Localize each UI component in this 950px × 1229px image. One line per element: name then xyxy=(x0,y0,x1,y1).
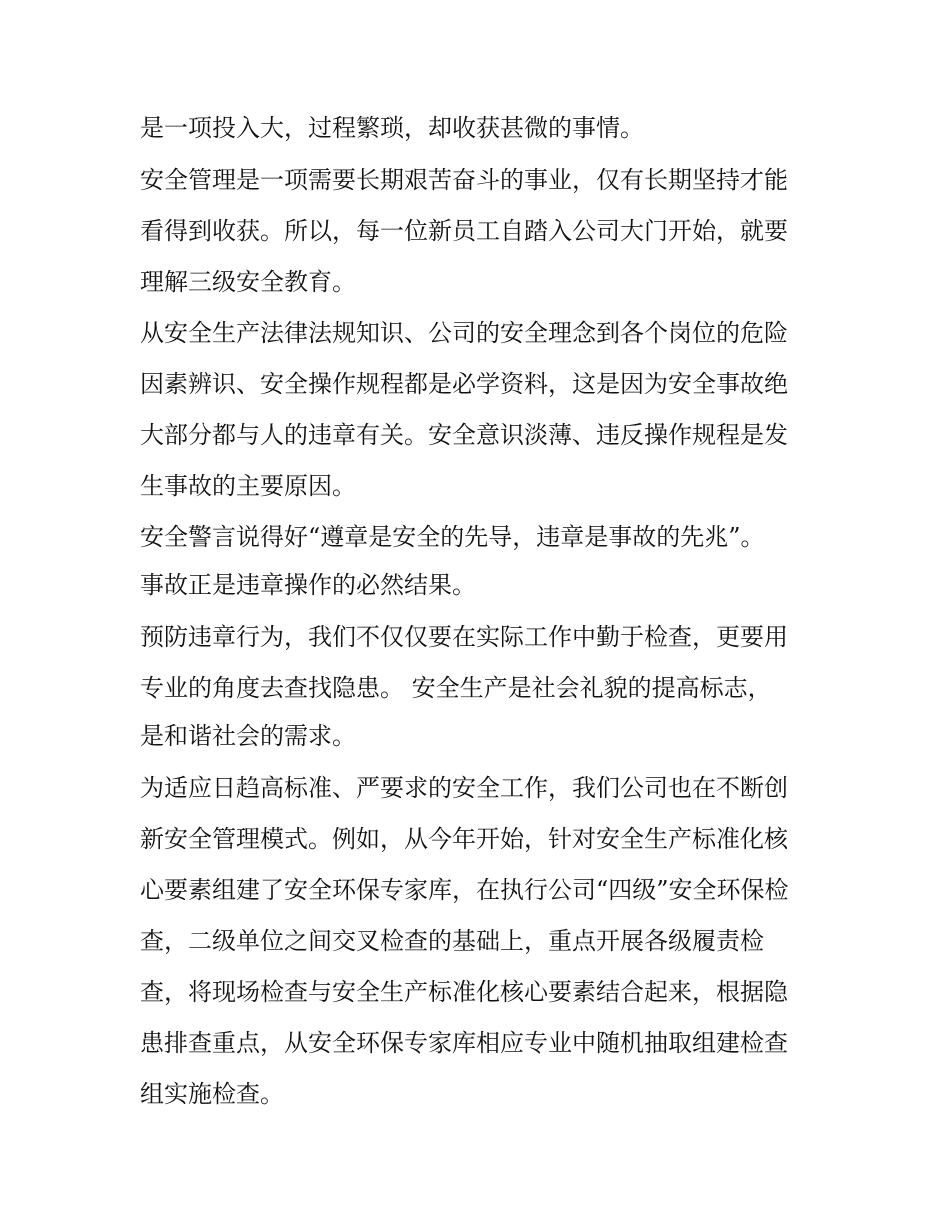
text-line: 从安全生产法律法规知识、公司的安全理念到各个岗位的危险 xyxy=(140,319,788,347)
text-line: 事故正是违章操作的必然结果。 xyxy=(140,571,476,599)
text-line: 查，二级单位之间交叉检查的基础上，重点开展各级履责检 xyxy=(140,927,764,955)
text-line: 生事故的主要原因。 xyxy=(140,472,356,500)
text-line: 安全管理是一项需要长期艰苦奋斗的事业，仅有长期坚持才能 xyxy=(140,166,788,194)
text-line: 看得到收获。所以，每一位新员工自踏入公司大门开始，就要 xyxy=(140,217,788,245)
text-line: 组实施检查。 xyxy=(140,1080,284,1108)
text-line: 安全警言说得好“遵章是安全的先导，违章是事故的先兆”。 xyxy=(140,523,765,551)
text-line: 是和谐社会的需求。 xyxy=(140,722,356,750)
text-line: 因素辨识、安全操作规程都是必学资料，这是因为安全事故绝 xyxy=(140,370,788,398)
text-line: 预防违章行为，我们不仅仅要在实际工作中勤于检查，更要用 xyxy=(140,623,788,651)
text-line: 查，将现场检查与安全生产标准化核心要素结合起来，根据隐 xyxy=(140,978,788,1006)
text-line: 新安全管理模式。例如，从今年开始，针对安全生产标准化核 xyxy=(140,825,788,853)
text-line: 理解三级安全教育。 xyxy=(140,268,356,296)
text-line: 为适应日趋高标准、严要求的安全工作，我们公司也在不断创 xyxy=(140,774,788,802)
text-line: 是一项投入大，过程繁琐，却收获甚微的事情。 xyxy=(140,114,644,142)
text-line: 患排查重点，从安全环保专家库相应专业中随机抽取组建检查 xyxy=(140,1029,788,1057)
text-line: 心要素组建了安全环保专家库，在执行公司“四级”安全环保检 xyxy=(140,876,789,904)
text-line: 专业的角度去查找隐患。 安全生产是社会礼貌的提高标志， xyxy=(140,674,772,702)
text-line: 大部分都与人的违章有关。安全意识淡薄、违反操作规程是发 xyxy=(140,421,788,449)
